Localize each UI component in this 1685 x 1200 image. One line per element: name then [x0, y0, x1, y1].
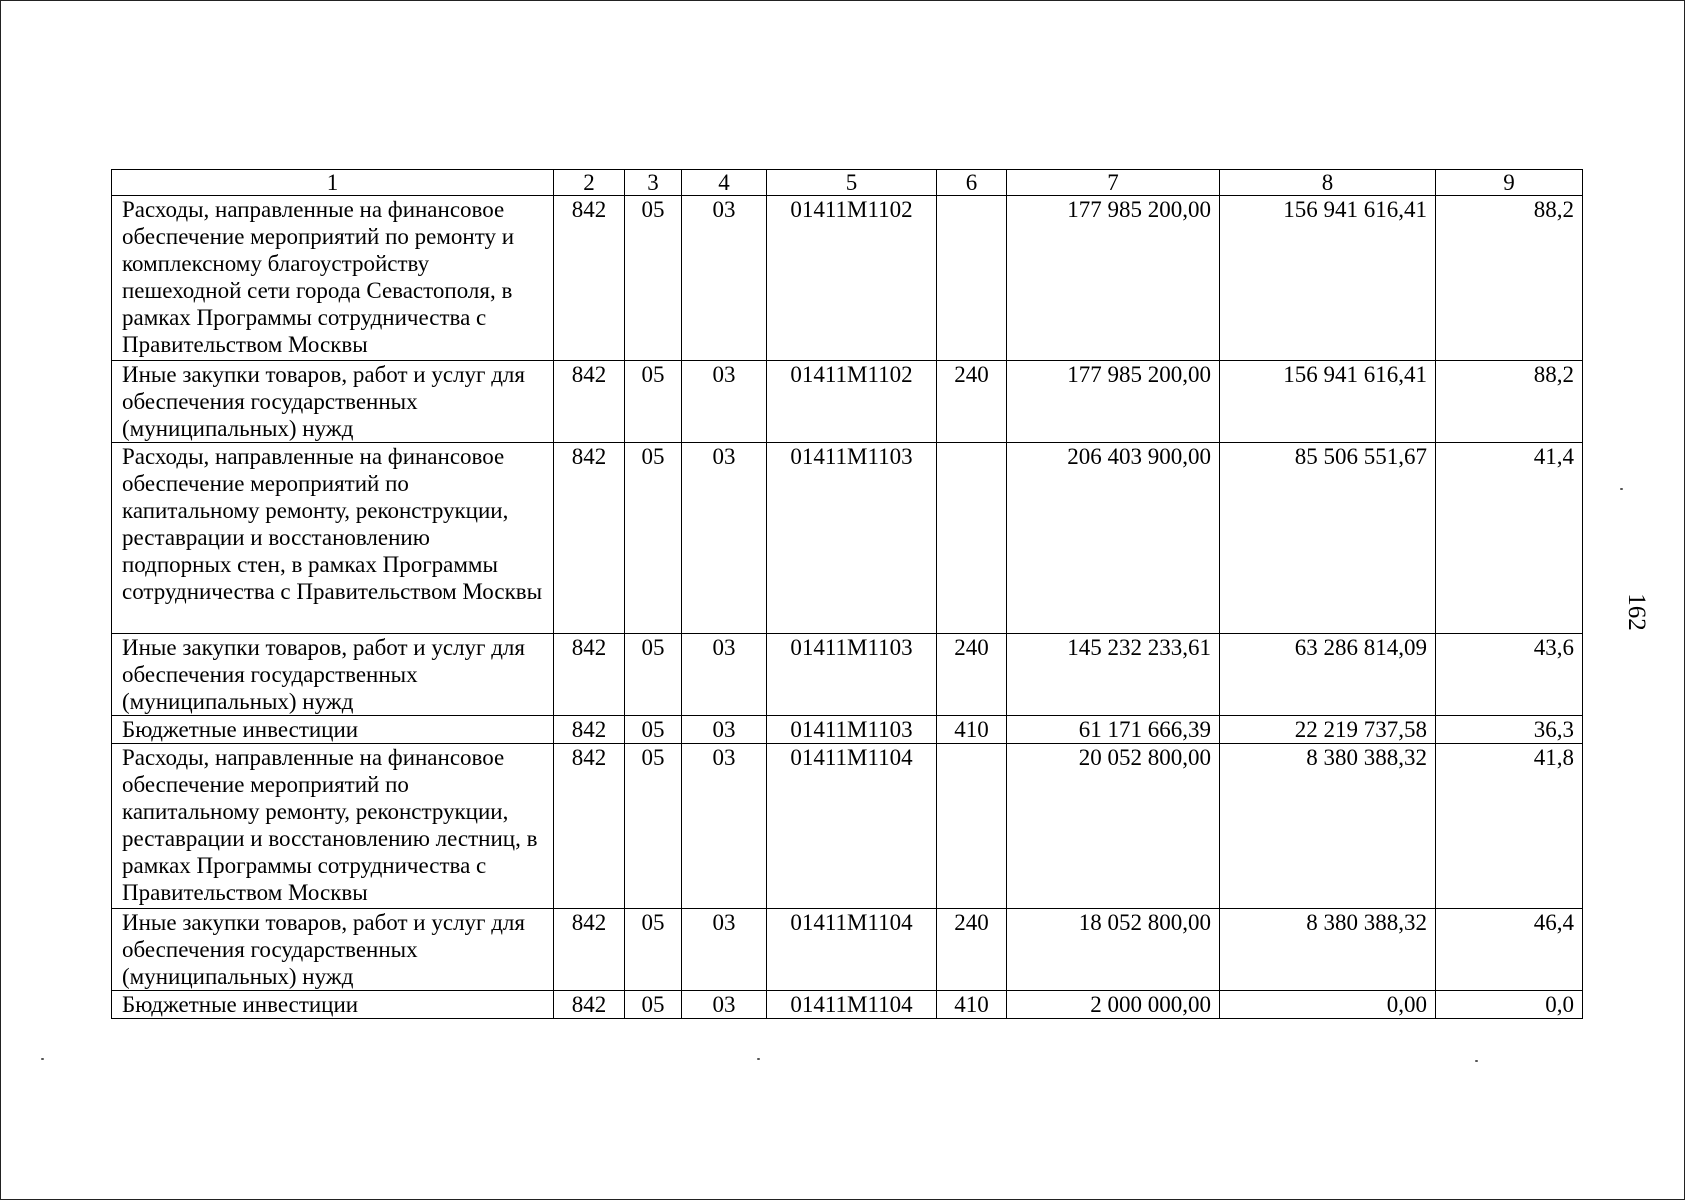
- section-code: 05: [625, 716, 682, 744]
- planned-amount: 177 985 200,00: [1007, 361, 1220, 443]
- execution-percent: 36,3: [1436, 716, 1583, 744]
- table-row: [112, 443, 1583, 634]
- table-row: [112, 991, 1583, 1019]
- expense-name: Расходы, направленные на финансовое обеспечение мероприятий по капитальному ремонту, реконструкции, реставрации и восстановлению подпорных стен, в рамках Программы сотрудничества с Правительством Москвы: [112, 443, 554, 634]
- ministry-code: 842: [554, 634, 625, 716]
- target-article-code: 01411M1104: [767, 909, 937, 991]
- target-article-code: 01411M1102: [767, 196, 937, 361]
- executed-amount: 85 506 551,67: [1220, 443, 1436, 634]
- ministry-code: 842: [554, 196, 625, 361]
- expense-name: Расходы, направленные на финансовое обеспечение мероприятий по ремонту и комплексному благоустройству пешеходной сети города Севастополя, в рамках Программы сотрудничества с Правительством Москвы: [112, 196, 554, 361]
- table-row: [112, 196, 1583, 361]
- subsection-code: 03: [682, 744, 767, 909]
- executed-amount: 22 219 737,58: [1220, 716, 1436, 744]
- planned-amount: 61 171 666,39: [1007, 716, 1220, 744]
- column-number: 4: [682, 170, 767, 196]
- subsection-code: 03: [682, 716, 767, 744]
- section-code: 05: [625, 361, 682, 443]
- target-article-code: 01411M1104: [767, 991, 937, 1019]
- target-article-code: 01411M1103: [767, 634, 937, 716]
- table-row: [112, 716, 1583, 744]
- column-number: 3: [625, 170, 682, 196]
- column-number: 7: [1007, 170, 1220, 196]
- section-code: 05: [625, 991, 682, 1019]
- target-article-code: 01411M1102: [767, 361, 937, 443]
- expense-type-code: [937, 196, 1007, 361]
- execution-percent: 88,2: [1436, 196, 1583, 361]
- target-article-code: 01411M1104: [767, 744, 937, 909]
- expense-type-code: 240: [937, 634, 1007, 716]
- column-number: 1: [112, 170, 554, 196]
- executed-amount: 156 941 616,41: [1220, 196, 1436, 361]
- section-code: 05: [625, 443, 682, 634]
- execution-percent: 41,8: [1436, 744, 1583, 909]
- subsection-code: 03: [682, 443, 767, 634]
- subsection-code: 03: [682, 991, 767, 1019]
- expense-type-code: 240: [937, 361, 1007, 443]
- execution-percent: 41,4: [1436, 443, 1583, 634]
- subsection-code: 03: [682, 361, 767, 443]
- planned-amount: 177 985 200,00: [1007, 196, 1220, 361]
- ministry-code: 842: [554, 361, 625, 443]
- executed-amount: 156 941 616,41: [1220, 361, 1436, 443]
- target-article-code: 01411M1103: [767, 716, 937, 744]
- planned-amount: 145 232 233,61: [1007, 634, 1220, 716]
- expense-type-code: [937, 744, 1007, 909]
- section-code: 05: [625, 196, 682, 361]
- executed-amount: 0,00: [1220, 991, 1436, 1019]
- table-row: [112, 744, 1583, 909]
- target-article-code: 01411M1103: [767, 443, 937, 634]
- executed-amount: 8 380 388,32: [1220, 909, 1436, 991]
- expense-type-code: 410: [937, 991, 1007, 1019]
- ministry-code: 842: [554, 443, 625, 634]
- table-row: [112, 361, 1583, 443]
- section-code: 05: [625, 744, 682, 909]
- expense-name: Иные закупки товаров, работ и услуг для обеспечения государственных (муниципальных) нужд: [112, 634, 554, 716]
- expense-name: Иные закупки товаров, работ и услуг для обеспечения государственных (муниципальных) нужд: [112, 909, 554, 991]
- executed-amount: 8 380 388,32: [1220, 744, 1436, 909]
- planned-amount: 18 052 800,00: [1007, 909, 1220, 991]
- scan-speck: [1620, 488, 1623, 490]
- subsection-code: 03: [682, 909, 767, 991]
- column-number: 9: [1436, 170, 1583, 196]
- execution-percent: 0,0: [1436, 991, 1583, 1019]
- expense-name: Бюджетные инвестиции: [112, 716, 554, 744]
- execution-percent: 88,2: [1436, 361, 1583, 443]
- subsection-code: 03: [682, 196, 767, 361]
- scan-speck: [1475, 1060, 1478, 1062]
- expense-type-code: 240: [937, 909, 1007, 991]
- section-code: 05: [625, 634, 682, 716]
- execution-percent: 46,4: [1436, 909, 1583, 991]
- planned-amount: 2 000 000,00: [1007, 991, 1220, 1019]
- ministry-code: 842: [554, 991, 625, 1019]
- expense-type-code: 410: [937, 716, 1007, 744]
- execution-percent: 43,6: [1436, 634, 1583, 716]
- executed-amount: 63 286 814,09: [1220, 634, 1436, 716]
- column-number-row: [112, 170, 1583, 196]
- subsection-code: 03: [682, 634, 767, 716]
- expense-name: Бюджетные инвестиции: [112, 991, 554, 1019]
- scan-speck: [757, 1058, 760, 1060]
- scan-speck: [41, 1058, 44, 1060]
- ministry-code: 842: [554, 909, 625, 991]
- expense-type-code: [937, 443, 1007, 634]
- column-number: 6: [937, 170, 1007, 196]
- expense-name: Расходы, направленные на финансовое обеспечение мероприятий по капитальному ремонту, реконструкции, реставрации и восстановлению лестниц, в рамках Программы сотрудничества с Правительством Москвы: [112, 744, 554, 909]
- ministry-code: 842: [554, 744, 625, 909]
- planned-amount: 20 052 800,00: [1007, 744, 1220, 909]
- budget-table: [111, 169, 1583, 1019]
- page-number: 162: [1622, 593, 1650, 631]
- column-number: 8: [1220, 170, 1436, 196]
- column-number: 5: [767, 170, 937, 196]
- table-row: [112, 909, 1583, 991]
- column-number: 2: [554, 170, 625, 196]
- table-row: [112, 634, 1583, 716]
- expense-name: Иные закупки товаров, работ и услуг для обеспечения государственных (муниципальных) нужд: [112, 361, 554, 443]
- ministry-code: 842: [554, 716, 625, 744]
- section-code: 05: [625, 909, 682, 991]
- planned-amount: 206 403 900,00: [1007, 443, 1220, 634]
